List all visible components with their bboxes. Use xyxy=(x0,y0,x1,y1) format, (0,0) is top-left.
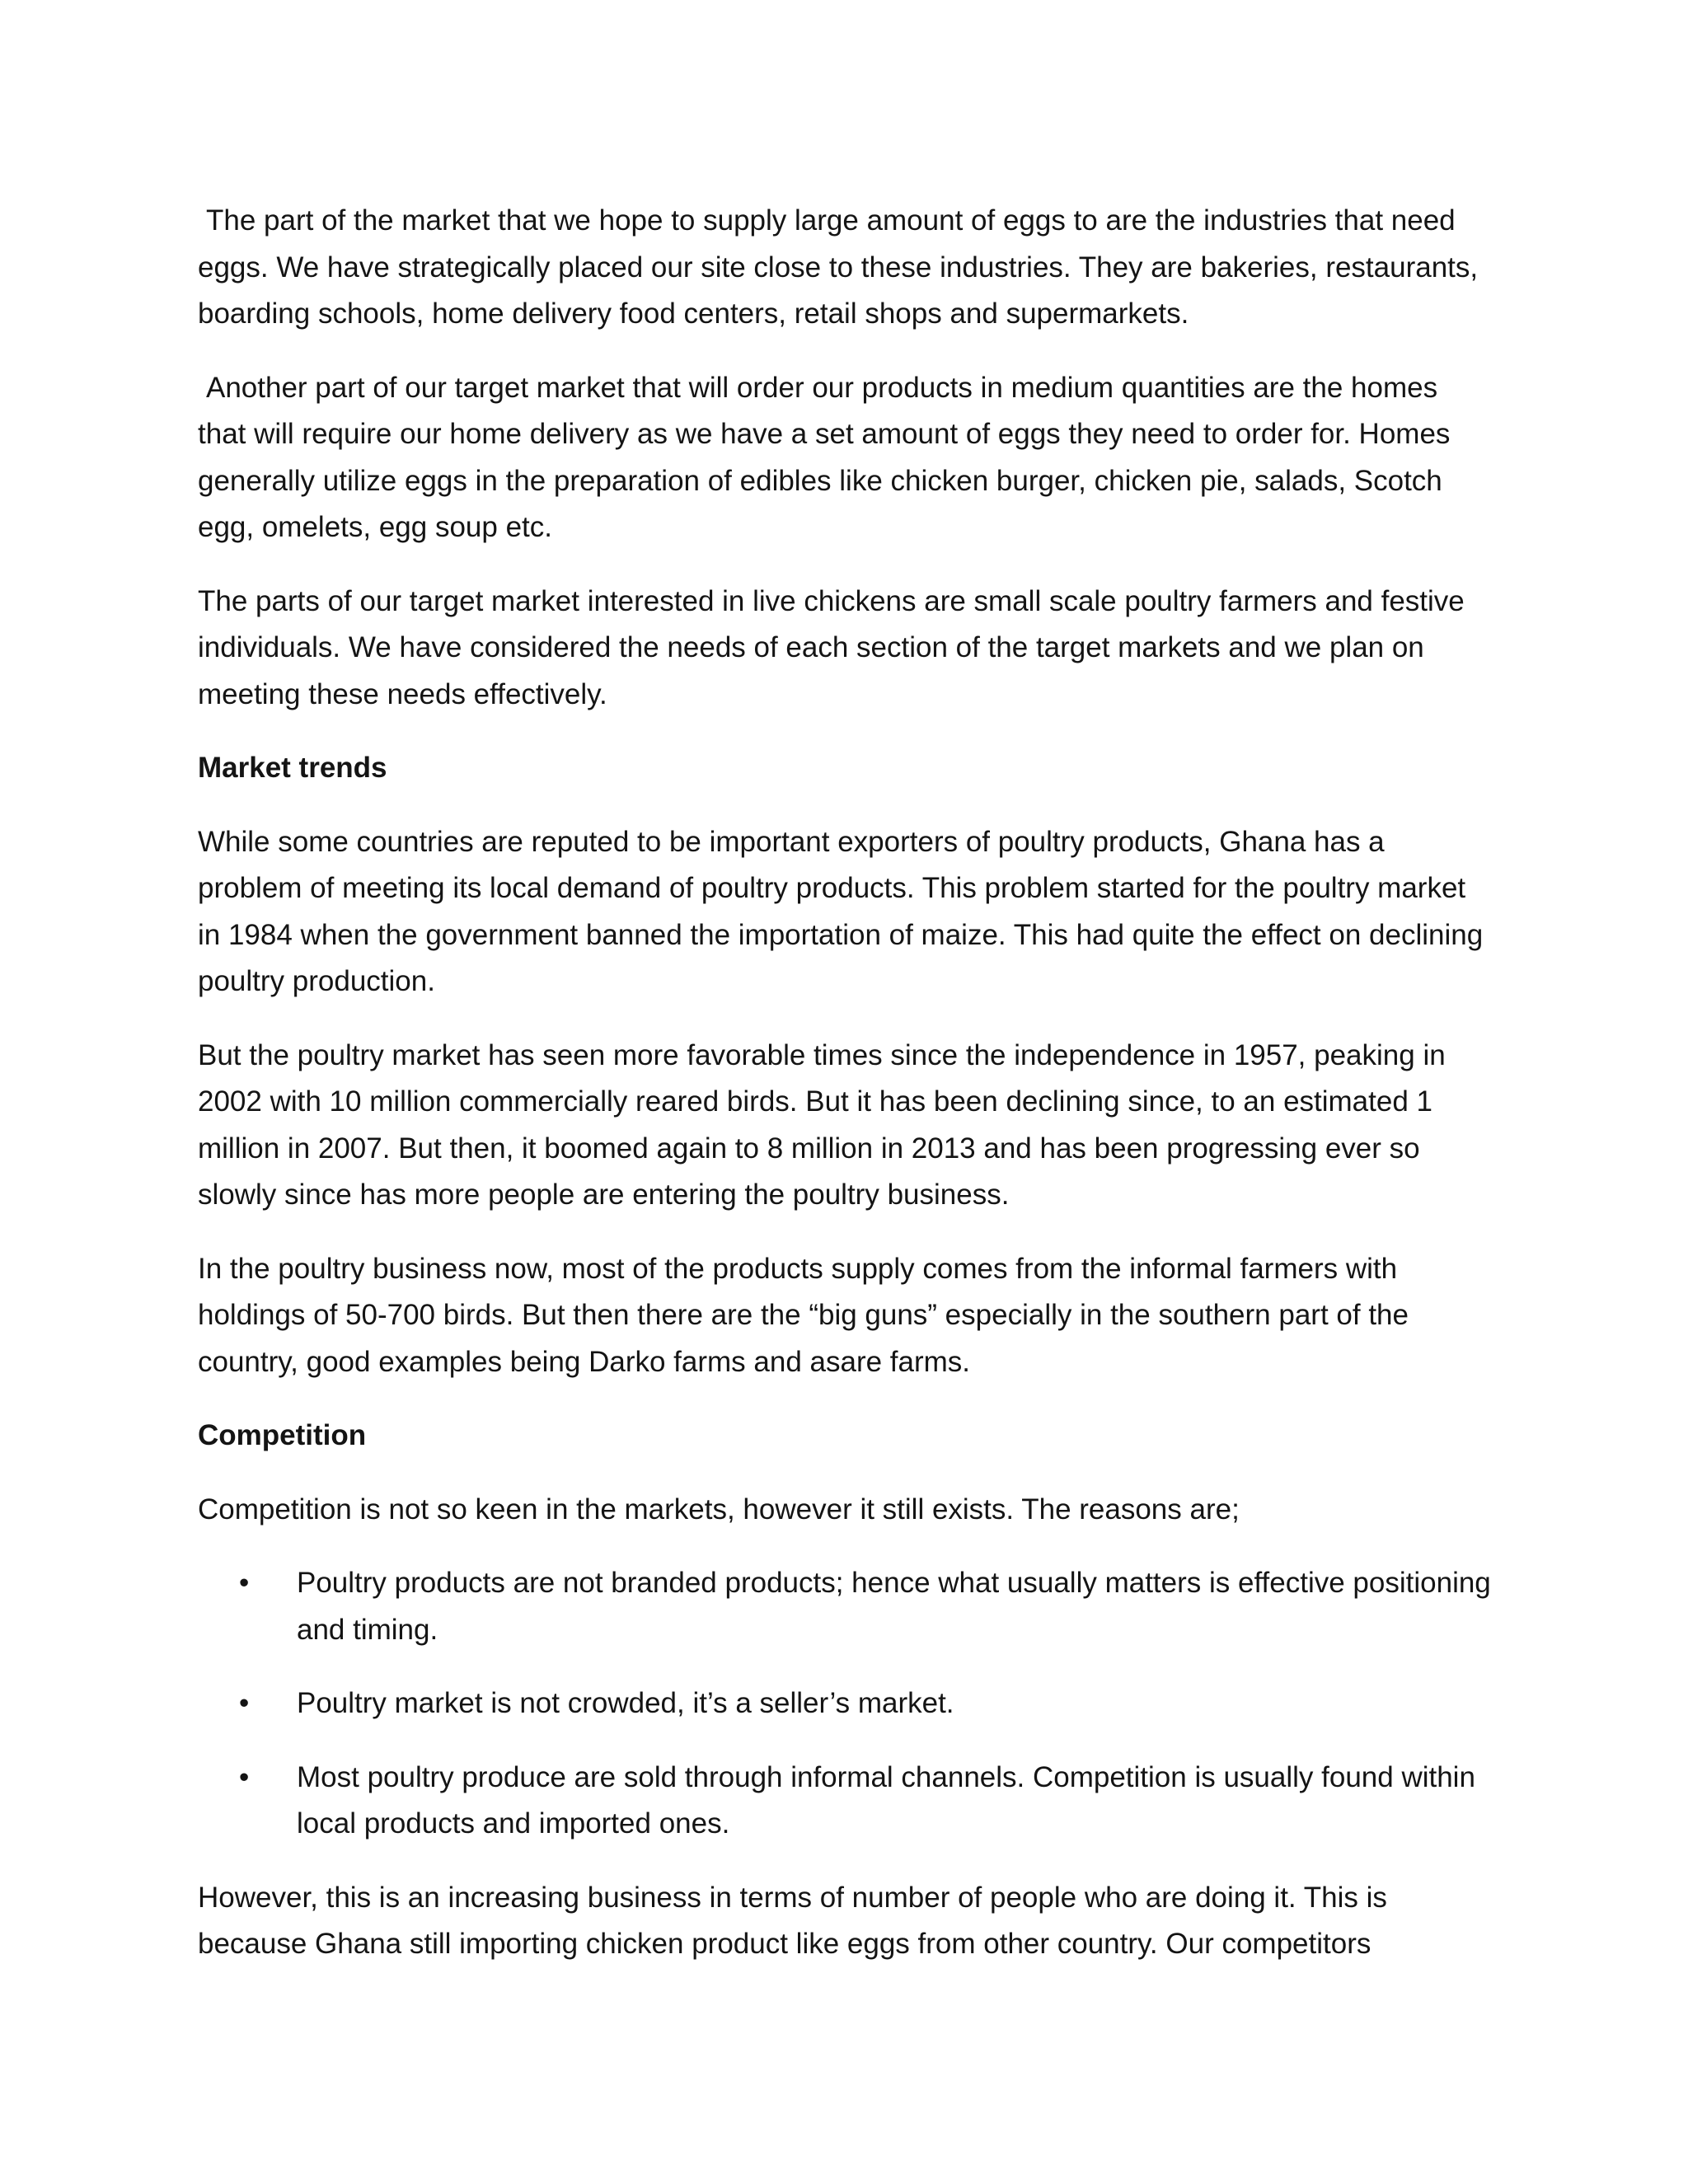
paragraph-homes: Another part of our target market that will order our products in medium quantities are the homes that will require our home delivery as we have a set amount of eggs they need to order for. Homes generally utilize eggs in the preparation of edibles like chicken burger, chicken pie, salads, Scotch egg, omelets, egg soup etc. xyxy=(198,371,1451,543)
competition-reasons-list xyxy=(198,1560,1492,1848)
paragraph-live-chickens: The parts of our target market interested in live chickens are small scale poultry farmers and festive individuals. We have considered the needs of each section of the target markets and we plan on meeting these needs effectively. xyxy=(198,584,1465,710)
list-item-text: Poultry products are not branded products; hence what usually matters is effective positioning and timing. xyxy=(297,1567,1491,1646)
heading-market-trends: Market trends xyxy=(198,752,387,784)
list-item xyxy=(198,1680,1492,1727)
list-item-text: Poultry market is not crowded, it’s a seller’s market. xyxy=(297,1687,954,1719)
paragraph-trends-history: But the poultry market has seen more favorable times since the independence in 1957, peaking in 2002 with 10 million commercially reared birds. But it has been declining since, to an estimated 1 million in 2007. But then, it boomed again to 8 million in 2013 and has been progressing ever so slowly since has more people are entering the poultry business. xyxy=(198,1038,1446,1211)
bullet-icon: • xyxy=(239,1687,250,1719)
list-item-text: Most poultry produce are sold through informal channels. Competition is usually found within local products and imported ones. xyxy=(297,1760,1475,1840)
document-body xyxy=(198,198,1492,1995)
paragraph-trends-exporters: While some countries are reputed to be important exporters of poultry products, Ghana has a problem of meeting its local demand of poultry products. This problem started for the poultry market in 1984 when the government banned the importation of maize. This had quite the effect on declining poultry production. xyxy=(198,825,1484,997)
paragraph-competition-intro: Competition is not so keen in the markets, however it still exists. The reasons are; xyxy=(198,1493,1240,1526)
paragraph-industries: The part of the market that we hope to supply large amount of eggs to are the industries that need eggs. We have strategically placed our site close to these industries. They are bakeries, restaurants, boarding schools, home delivery food centers, retail shops and supermarkets. xyxy=(198,204,1479,330)
paragraph-trends-informal: In the poultry business now, most of the products supply comes from the informal farmers with holdings of 50-700 birds. But then there are the “big guns” especially in the southern part of the country, good examples being Darko farms and asare farms. xyxy=(198,1252,1409,1378)
paragraph-competition-closing: However, this is an increasing business in terms of number of people who are doing it. This is because Ghana still importing chicken product like eggs from other country. Our competitors xyxy=(198,1881,1387,1960)
bullet-icon: • xyxy=(239,1567,250,1599)
list-item xyxy=(198,1560,1492,1653)
list-item xyxy=(198,1755,1492,1848)
heading-competition: Competition xyxy=(198,1419,367,1451)
bullet-icon: • xyxy=(239,1760,250,1793)
